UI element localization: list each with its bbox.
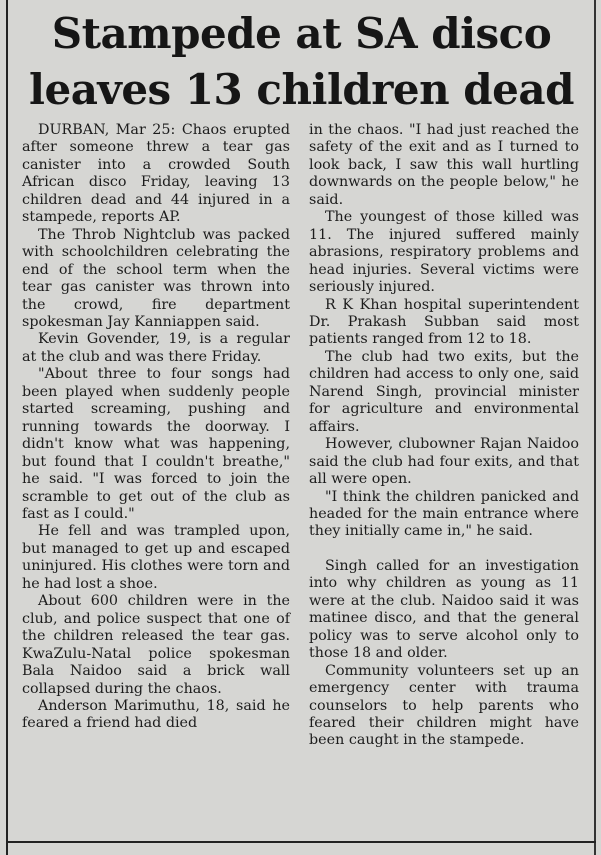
paragraph: The youngest of those killed was 11. The injured suffered mainly abrasions, respiratory problems and head injuries. Several victims were seriously injured. bbox=[309, 209, 579, 296]
paragraph: Singh called for an investigation into why children as young as 11 were at the club. Naidoo said it was matinee disco, and that the general policy was to serve alcohol only to those 18 and older. bbox=[309, 557, 579, 662]
paragraph: The Throb Nightclub was packed with schoolchildren celebrating the end of the school term when the tear gas canister was thrown into the crowd, fire department spokesman Jay Kanniappen said. bbox=[22, 226, 290, 330]
paragraph: in the chaos. "I had just reached the safety of the exit and as I turned to look back, I saw this wall hurtling downwards on the people below," he said. bbox=[309, 122, 579, 208]
bottom-border-rule bbox=[6, 841, 596, 843]
article-column-left bbox=[22, 122, 290, 733]
paragraph: Anderson Marimuthu, 18, said he feared a friend had died bbox=[22, 697, 290, 732]
headline: Stampede at SA disco leaves 13 children dead bbox=[29, 9, 574, 114]
paragraph: About 600 children were in the club, and police suspect that one of the children released the tear gas. KwaZulu-Natal police spokesman Bala Naidoo said a brick wall collapsed during the chaos. bbox=[22, 593, 290, 697]
article-column-right bbox=[309, 122, 579, 750]
paragraph: DURBAN, Mar 25: Chaos erupted after someone threw a tear gas canister into a crowded South African disco Friday, leaving 13 children dead and 44 injured in a stampede, reports AP. bbox=[22, 122, 290, 226]
paragraph: However, clubowner Rajan Naidoo said the club had four exits, and that all were open. bbox=[309, 436, 579, 488]
paragraph: R K Khan hospital superintendent Dr. Prakash Subban said most patients ranged from 12 to 18. bbox=[309, 296, 579, 348]
paragraph: "I think the children panicked and headed for the main entrance where they initially came in," he said. bbox=[309, 488, 579, 540]
paragraph: "About three to four songs had been played when suddenly people started screaming, pushing and running towards the doorway. I didn't know what was happening, but found that I couldn't breathe," he said. "I was forced to join the scramble to get out of the club as fast as I could." bbox=[22, 366, 290, 522]
paragraph: He fell and was trampled upon, but managed to get up and escaped uninjured. His clothes were torn and he had lost a shoe. bbox=[22, 523, 290, 592]
paragraph: Kevin Govender, 19, is a regular at the club and was there Friday. bbox=[22, 331, 290, 365]
paragraph: Community volunteers set up an emergency center with trauma counselors to help parents who feared their children might have been caught in the stampede. bbox=[309, 662, 579, 749]
paragraph: The club had two exits, but the children had access to only one, said Narend Singh, provincial minister for agriculture and environmental affairs. bbox=[309, 348, 579, 435]
left-border-rule bbox=[6, 0, 8, 855]
right-border-rule bbox=[594, 0, 596, 855]
